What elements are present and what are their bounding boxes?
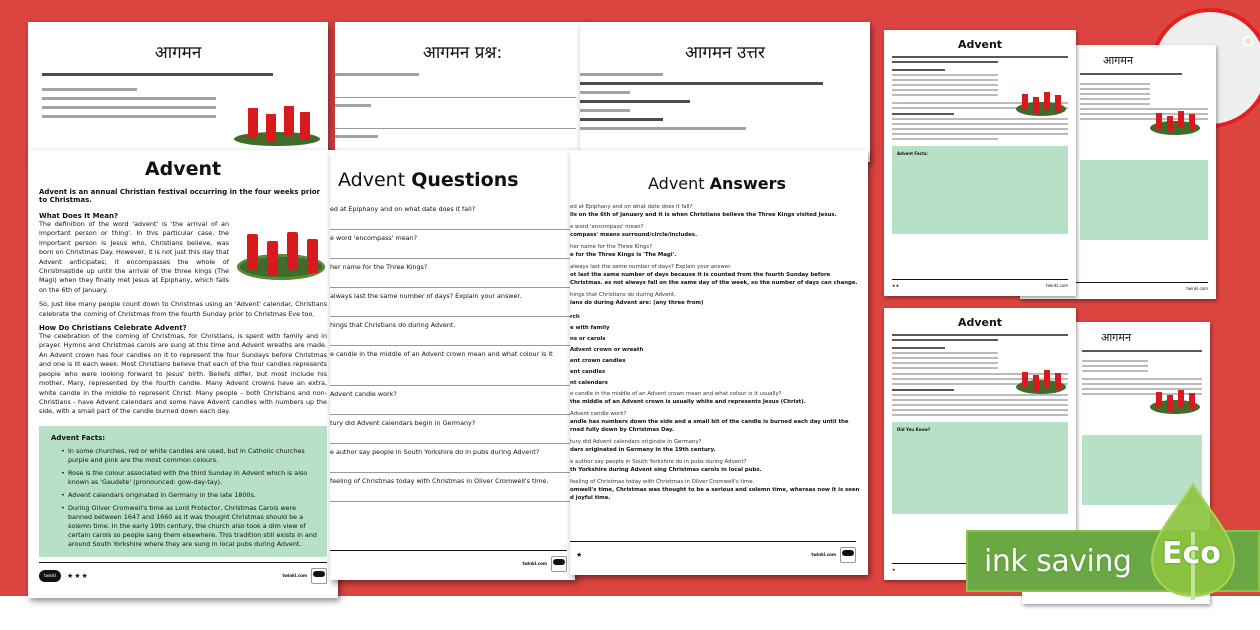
page-title: Advent	[144, 158, 222, 180]
page-footer	[570, 541, 856, 563]
question-item: hings that Christians do during Advent.	[330, 317, 575, 346]
page-title: Advent Answers	[648, 174, 786, 193]
question-item: feeling of Christmas today with Christmas in Oliver Cromwell's time.	[330, 473, 575, 502]
activity-item: Advent crown or wreath	[570, 347, 644, 353]
answer-text: andle has numbers down the side and a small bit of the candle is burned each day until the rned fully down by Christmas Day.	[570, 419, 849, 433]
advent-wreath-image	[235, 226, 327, 282]
site-url: twinkl.com	[282, 573, 307, 578]
answer-text: dars originated in Germany in the 19th century.	[570, 447, 716, 453]
eco-label: Eco	[1162, 536, 1221, 571]
advent-wreath-image	[1150, 105, 1200, 135]
facts-title: Advent Facts:	[897, 151, 928, 156]
section-text: The definition of the word 'advent' is 'the arrival of an important person or thing'. In this particular case, the important person is Jesus who, Christians believe, was born on Christmas Day. However, it is not just this day that Advent anticipates; it encompasses the whole of Christmastide up until the arrival of the three kings (The Magi) when they finally met Jesus at Epiphany, which falls on the 6th of January.	[39, 220, 229, 294]
page-title: आगमन प्रश्न:	[422, 43, 503, 63]
answer-text: lls on the 6th of January and it is when Christians believe the Three Kings visited Jesus.	[570, 212, 837, 218]
page-title: Advent Questions	[338, 169, 519, 191]
question-item: ed at Epiphany and on what date does it fall?	[330, 201, 575, 230]
answer-text: compass' means surround/circle/includes.	[570, 232, 698, 238]
facts-box	[39, 426, 327, 557]
page-footer: ★★ twinkl.com	[892, 279, 1068, 288]
answer-question: e word 'encompass' mean?	[570, 224, 644, 230]
site-url: twinkl.com	[811, 552, 836, 557]
advent-thumbnail	[884, 30, 1076, 296]
twinkl-logo-icon: twinkl	[39, 570, 61, 582]
advent-wreath-image	[1016, 364, 1066, 394]
hindi-answers-sheet	[580, 22, 870, 162]
facts-box	[892, 422, 1068, 514]
answer-question: hings that Christians do during Advent.	[570, 292, 676, 298]
page-title: आगमन उत्तर	[685, 43, 765, 63]
section-heading: How Do Christians Celebrate Advent?	[39, 324, 187, 333]
difficulty-stars: ★★★	[67, 571, 89, 580]
answer-question: ed at Epiphany and on what date does it fall?	[570, 204, 693, 210]
page-footer	[39, 562, 327, 584]
advent-questions-sheet	[330, 150, 575, 580]
fact-item: • In some churches, red or white candles are used, but in Catholic churches purple and pink are the most common colours.	[61, 447, 317, 465]
answer-question: tury did Advent calendars originate in Germany?	[570, 439, 702, 445]
answer-text: ians do during Advent are: (any three from)	[570, 300, 704, 306]
section-text: So, just like many people count down to Christmas using an 'Advent' calendar, Christians celebrate the coming of Christmas from the fourth Sunday prior to Christmas Eve too.	[39, 300, 327, 318]
quality-badge-icon	[840, 547, 856, 563]
page-title: Advent	[957, 38, 1003, 51]
answer-question: Advent candle work?	[570, 411, 627, 417]
ink-saving-text: ink saving	[984, 543, 1132, 579]
site-url: twinkl.com	[522, 561, 547, 566]
activity-item: e with family	[570, 325, 610, 331]
page-footer: twinkl.com	[1028, 282, 1208, 291]
fact-item: • Rose is the colour associated with the third Sunday in Advent which is also known as 'Gaudete' (pronounced: gow-day-tay).	[61, 469, 317, 487]
question-item: Advent candle work?	[330, 386, 575, 415]
fact-item: • Advent calendars originated in Germany in the late 1800s.	[61, 491, 317, 500]
difficulty-stars: ★	[576, 550, 584, 559]
question-item: e word 'encompass' mean?	[330, 230, 575, 259]
advent-information-sheet	[28, 150, 338, 598]
activity-item: ns or carols	[570, 336, 606, 342]
answer-question: her name for the Three Kings?	[570, 244, 653, 250]
advent-wreath-image	[234, 94, 320, 146]
answer-question: always last the same number of days? Explain your answer.	[570, 264, 732, 270]
text-block	[580, 73, 856, 130]
page-title: आगमन	[1102, 54, 1134, 67]
activity-item: rch	[570, 314, 580, 320]
answer-text: ot last the same number of days because it is counted from the fourth Sunday before Christmas. es not always fall on the same day of the week, so the number of days can change.	[570, 272, 858, 286]
activity-item: ent crown candles	[570, 358, 626, 364]
advent-answers-sheet	[570, 150, 868, 575]
page-title: आगमन	[1100, 331, 1132, 344]
section-heading: What Does It Mean?	[39, 212, 119, 220]
answer-question: feeling of Christmas today with Christmas in Oliver Cromwell's time.	[570, 479, 755, 485]
answer-question: e author say people in South Yorkshire do in pubs during Advent?	[570, 459, 747, 465]
question-item: e author say people in South Yorkshire do in pubs during Advent?	[330, 444, 575, 473]
question-item: e candle in the middle of an Advent crown mean and what colour is it	[330, 346, 575, 386]
advent-wreath-image	[1150, 384, 1200, 414]
facts-title: Did You Know?	[897, 427, 931, 432]
answer-text: th Yorkshire during Advent sing Christmas carols in local pubs.	[570, 467, 762, 473]
ornament-decoration	[1243, 36, 1253, 46]
facts-box	[1080, 160, 1208, 240]
question-item: tury did Advent calendars begin in Germany?	[330, 415, 575, 444]
fact-item: • During Oliver Cromwell's time as Lord Protector, Christmas Carols were banned between 1647 and 1660 as it was thought Christmas should be a solemn time. In the early 19th century, the church also took a dim view of certain carols so people sang them elsewhere. This tradition still exists in and around South Yorkshire where they are sung in local pubs during Advent.	[61, 504, 317, 549]
answer-text: e for the Three Kings is 'The Magi'.	[570, 252, 677, 258]
text-block	[335, 73, 576, 138]
question-item: her name for the Three Kings?	[330, 259, 575, 288]
hindi-advent-sheet	[28, 22, 328, 162]
page-footer	[330, 550, 567, 572]
hindi-questions-sheet	[335, 22, 590, 162]
activity-item: ent candles	[570, 369, 606, 375]
page-title: Advent	[957, 316, 1003, 329]
activity-item: nt calendars	[570, 380, 608, 386]
page-footer: ★	[892, 563, 1068, 572]
facts-title: Advent Facts:	[51, 433, 106, 442]
facts-box	[892, 146, 1068, 234]
answer-question: e candle in the middle of an Advent crown mean and what colour is it usually?	[570, 391, 782, 397]
quality-badge-icon	[311, 568, 327, 584]
answer-text: the middle of an Advent crown is usually white and represents Jesus (Christ).	[570, 399, 806, 405]
quality-badge-icon	[551, 556, 567, 572]
answer-text: omwell's time, Christmas was thought to be a serious and solemn time, whereas now it is seen d joyful time.	[570, 487, 860, 501]
question-item: always last the same number of days? Explain your answer.	[330, 288, 575, 317]
advent-wreath-image	[1016, 86, 1066, 116]
section-text: The celebration of the coming of Christmas, for Christians, is spent with family and in prayer. Hymns and Christmas carols are sung at this time and Advent wreaths are made. An Advent crown has four candles on it to represent the four Sundays before Christmas and one is lit each week. Most Christians believe that each of the four candles represents people who were looking forward to Jesus' birth. Beliefs differ, but most include his mother, Mary, represented by the fourth candle. Many Advent crowns have an extra, white candle in the middle to represent Christ. Many people – both Christians and non-Christians - have Advent calendars and some have Advent candles with numbers up the side, with a small part of the candle burned down each day.	[39, 332, 327, 416]
intro-text: Advent is an annual Christian festival occurring in the four weeks prior to Christmas.	[39, 188, 320, 204]
page-title: आगमन	[154, 43, 202, 63]
